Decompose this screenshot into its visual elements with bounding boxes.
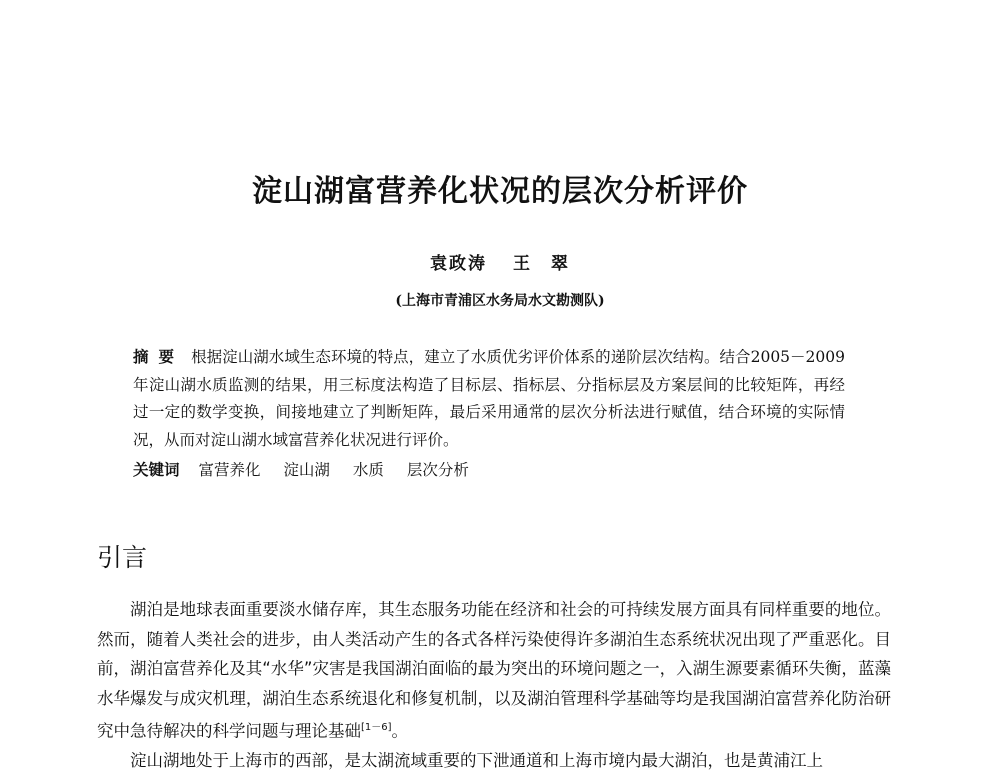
keywords bbox=[133, 457, 845, 485]
paragraph-text: 淀山湖地处于上海市的西部，是太湖流域重要的下泄通道和上海市境内最大湖泊，也是黄浦江上 bbox=[130, 751, 823, 770]
keywords-label: 关键词 bbox=[133, 461, 180, 479]
keyword: 水质 bbox=[352, 461, 384, 479]
body-text bbox=[97, 595, 891, 776]
abstract bbox=[133, 344, 845, 454]
citation-ref: [1－6] bbox=[361, 722, 392, 733]
keyword: 淀山湖 bbox=[283, 461, 330, 479]
keyword: 层次分析 bbox=[406, 461, 469, 479]
paragraph-text: 湖泊是地球表面重要淡水储存库，其生态服务功能在经济和社会的可持续发展方面具有同样重要的地位。然而，随着人类社会的进步，由人类活动产生的各式各样污染使得许多湖泊生态系统状况出现了严重恶化。目前，湖泊富营养化及其“水华”灾害是我国湖泊面临的最为突出的环境问题之一，入湖生源要素循环失衡，蓝藻水华爆发与成灾机理，湖泊生态系统退化和修复机制，以及湖泊管理科学基础等均是我国湖泊富营养化防治研究中急待解决的科学问题与理论基础 bbox=[97, 600, 891, 741]
affiliation: (上海市青浦区水务局水文勘测队) bbox=[395, 293, 605, 309]
author-name: 王 翠 bbox=[513, 254, 570, 274]
section-heading: 引言 bbox=[97, 543, 148, 572]
keyword: 富营养化 bbox=[198, 461, 261, 479]
body-paragraph bbox=[97, 746, 891, 776]
author-line bbox=[0, 249, 1000, 274]
abstract-label: 摘要 bbox=[133, 348, 185, 366]
paper-title: 淀山湖富营养化状况的层次分析评价 bbox=[252, 174, 748, 209]
author-name: 袁政涛 bbox=[430, 254, 487, 274]
paragraph-end: 。 bbox=[391, 721, 409, 741]
body-paragraph bbox=[97, 595, 891, 746]
abstract-text: 根据淀山湖水域生态环境的特点，建立了水质优劣评价体系的递阶层次结构。结合2005－2009年淀山湖水质监测的结果，用三标度法构造了目标层、指标层、分指标层及方案层间的比较矩阵，再经过一定的数学变换，间接地建立了判断矩阵，最后采用通常的层次分析法进行赋值，结合环境的实际情况，从而对淀山湖水域富营养化状况进行评价。 bbox=[133, 348, 845, 449]
